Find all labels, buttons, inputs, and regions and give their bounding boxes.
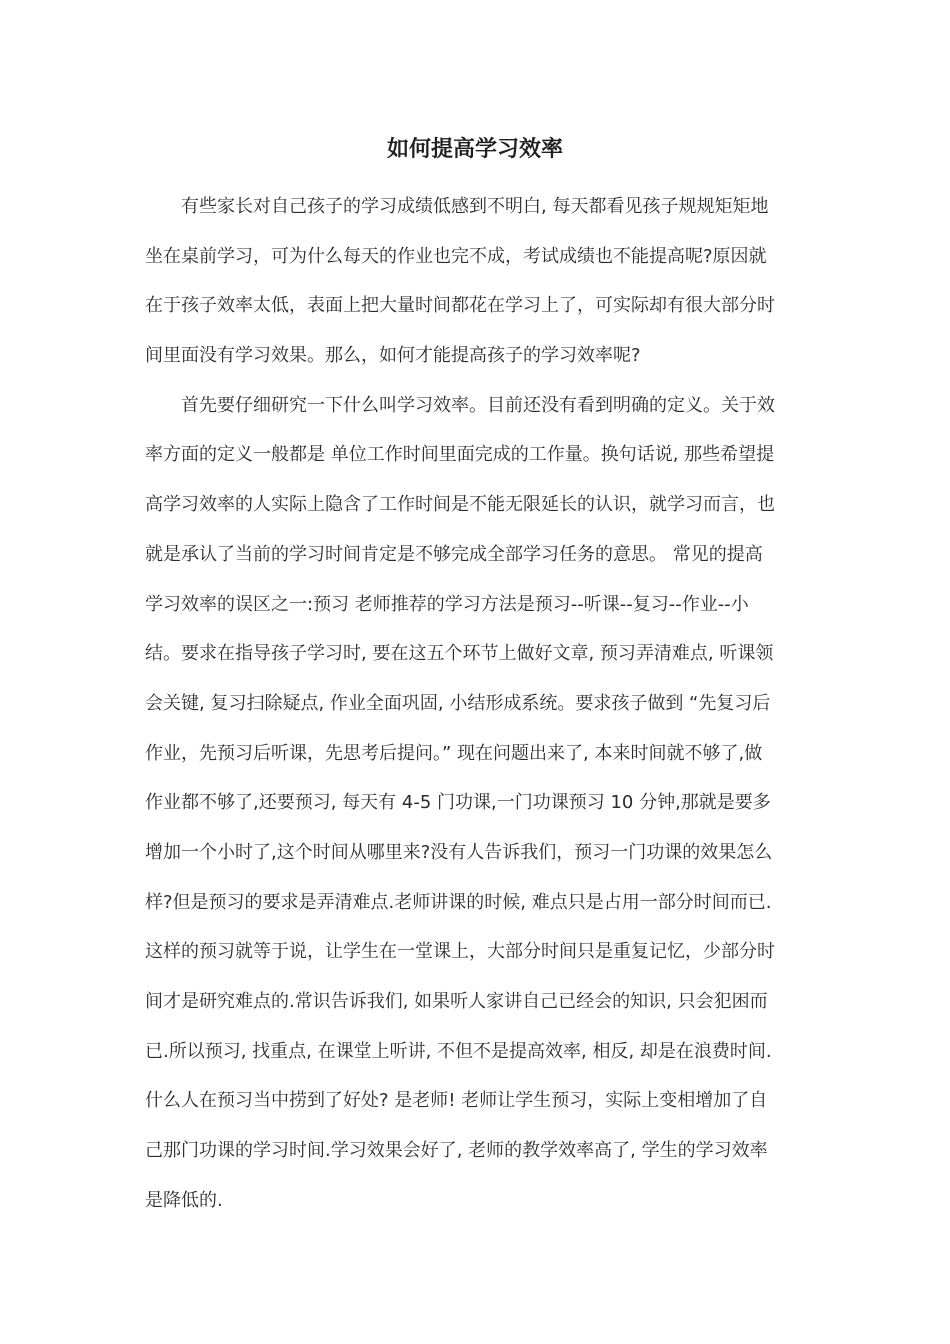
paragraph-2-line-10: 增加一个小时了,这个时间从哪里来?没有人告诉我们，预习一门功课的效果怎么: [145, 841, 773, 863]
paragraph-2-line-3: 高学习效率的人实际上隐含了工作时间是不能无限延长的认识，就学习而言，也: [145, 494, 775, 516]
paragraph-2-line-5: 学习效率的误区之一:预习 老师推荐的学习方法是预习--听课--复习--作业--小: [145, 593, 749, 615]
paragraph-1-line-2: 坐在桌前学习，可为什么每天的作业也完不成，考试成绩也不能提高呢?原因就: [145, 245, 767, 267]
paragraph-2-line-9: 作业都不够了,还要预习, 每天有 4-5 门功课,一门功课预习 10 分钟,那就是要多: [145, 792, 771, 814]
paragraph-2-line-14: 已.所以预习, 找重点, 在课堂上听讲, 不但不是提高效率, 相反, 却是在浪费时间.: [145, 1040, 772, 1062]
paragraph-2-line-15: 什么人在预习当中捞到了好处? 是老师! 老师让学生预习，实际上变相增加了自: [145, 1090, 768, 1112]
paragraph-2-line-7: 会关键, 复习扫除疑点, 作业全面巩固, 小结形成系统。要求孩子做到 “先复习后: [145, 692, 771, 714]
paragraph-2-line-12: 这样的预习就等于说，让学生在一堂课上，大部分时间只是重复记忆，少部分时: [145, 941, 775, 963]
document-body: [145, 182, 810, 1225]
paragraph-1-line-3: 在于孩子效率太低，表面上把大量时间都花在学习上了，可实际却有很大部分时: [145, 295, 775, 317]
paragraph-2-line-2: 率方面的定义一般都是 单位工作时间里面完成的工作量。换句话说, 那些希望提: [145, 444, 775, 466]
paragraph-1-line-4: 间里面没有学习效果。那么，如何才能提高孩子的学习效率呢?: [145, 345, 641, 367]
paragraph-1-line-1: 有些家长对自己孩子的学习成绩低感到不明白, 每天都看见孩子规规矩矩地: [181, 196, 769, 217]
paragraph-2-line-6: 结。要求在指导孩子学习时, 要在这五个环节上做好文章, 预习弄清难点, 听课领: [145, 643, 774, 665]
paragraph-2-line-4: 就是承认了当前的学习时间肯定是不够完成全部学习任务的意思。 常见的提高: [145, 543, 763, 565]
paragraph-2-line-17: 是降低的.: [145, 1189, 223, 1211]
paragraph-2-line-8: 作业，先预习后听课，先思考后提问。” 现在问题出来了, 本来时间就不够了,做: [145, 742, 763, 764]
document-title: 如何提高学习效率: [386, 137, 563, 162]
paragraph-2-line-13: 间才是研究难点的.常识告诉我们, 如果听人家讲自己已经会的知识, 只会犯困而: [145, 991, 768, 1012]
paragraph-2-line-11: 样?但是预习的要求是弄清难点.老师讲课的时候, 难点只是占用一部分时间而已.: [145, 891, 772, 913]
paragraph-2-line-1: 首先要仔细研究一下什么叫学习效率。目前还没有看到明确的定义。关于效: [181, 394, 775, 416]
paragraph-2-line-16: 己那门功课的学习时间.学习效果会好了, 老师的教学效率高了, 学生的学习效率: [145, 1140, 768, 1162]
